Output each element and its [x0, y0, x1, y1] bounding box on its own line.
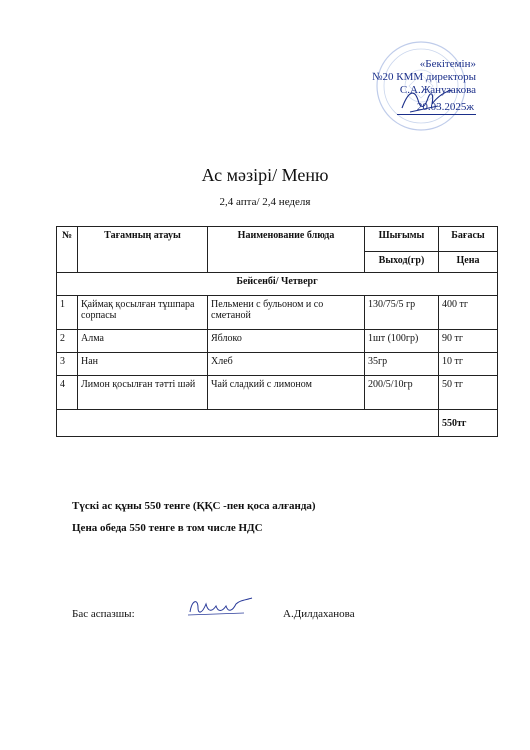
row-price: 90 тг [439, 330, 498, 353]
approval-block [372, 58, 476, 115]
table-row [57, 330, 498, 353]
row-name-ru: Яблоко [208, 330, 365, 353]
table-row [57, 353, 498, 376]
row-number: 1 [57, 296, 78, 330]
page-subtitle: 2,4 апта/ 2,4 неделя [219, 196, 311, 208]
header-yield-ru [365, 252, 439, 273]
row-yield: 35гр [365, 353, 439, 376]
table-header-row [57, 227, 498, 252]
day-row [57, 273, 498, 296]
row-name-kz: Нан [78, 353, 208, 376]
header-yield-kz: Шығымы [365, 227, 439, 252]
approval-director-name: С.А.Жанузакова [399, 84, 476, 96]
header-yield-ru-text: Выход(гр) [378, 255, 425, 266]
row-number: 4 [57, 376, 78, 410]
row-yield: 130/75/5 гр [365, 296, 439, 330]
table-row [57, 296, 498, 330]
menu-table [56, 226, 498, 437]
header-price-ru: Цена [439, 252, 498, 273]
header-name-kz: Тағамның атауы [78, 227, 208, 273]
page-title: Ас мәзірі/ Меню [201, 165, 329, 185]
approval-heading: «Бекітемін» [419, 58, 476, 70]
row-price: 50 тг [439, 376, 498, 410]
chef-label: Бас аспазшы: [72, 608, 135, 620]
row-number: 3 [57, 353, 78, 376]
chef-signature [186, 594, 258, 620]
price-note-kz: Түскі ас құны 550 тенге (ҚҚС -пен қоса алғанда) [72, 500, 316, 512]
header-price-kz: Бағасы [439, 227, 498, 252]
row-yield: 200/5/10гр [365, 376, 439, 410]
row-price: 10 тг [439, 353, 498, 376]
row-name-ru: Хлеб [208, 353, 365, 376]
total-empty-cell [57, 410, 439, 437]
approval-date: 20.03.2025ж [397, 101, 476, 115]
header-number: № [57, 227, 78, 273]
row-yield: 1шт (100гр) [365, 330, 439, 353]
row-name-ru: Чай сладкий с лимоном [208, 376, 365, 410]
total-price: 550тг [439, 410, 498, 437]
price-note-ru: Цена обеда 550 тенге в том числе НДС [72, 522, 263, 534]
table-row [57, 376, 498, 410]
day-label: Бейсенбі/ Четверг [57, 273, 498, 296]
approval-position: №20 КММ директоры [371, 71, 476, 83]
row-number: 2 [57, 330, 78, 353]
row-price: 400 тг [439, 296, 498, 330]
row-name-ru: Пельмени с бульоном и со сметаной [208, 296, 365, 330]
total-row [57, 410, 498, 437]
chef-name: А.Дилдаханова [283, 608, 355, 620]
row-name-kz: Алма [78, 330, 208, 353]
row-name-kz: Қаймақ қосылған тұшпара сорпасы [78, 296, 208, 330]
header-name-ru: Наименование блюда [208, 227, 365, 273]
row-name-kz: Лимон қосылған тәтті шәй [78, 376, 208, 410]
